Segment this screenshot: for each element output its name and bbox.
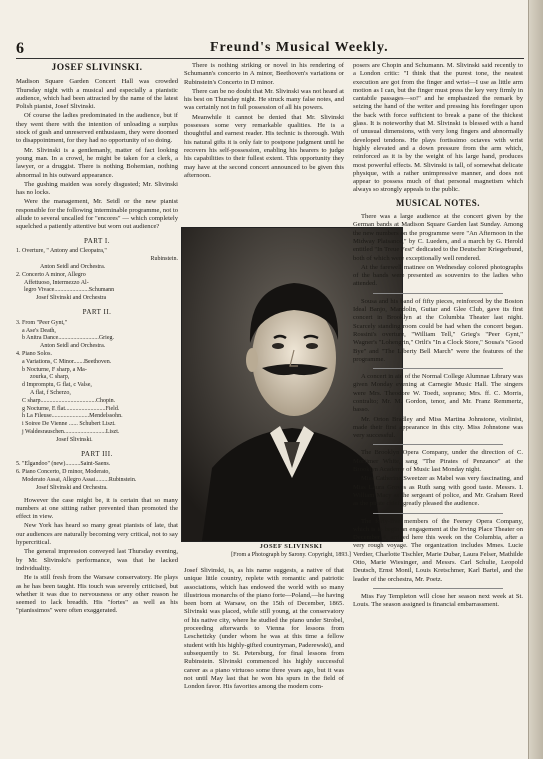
programme-line: Anton Seidl and Orchestra. bbox=[40, 343, 106, 350]
article-paragraph: posers are Chopin and Schumann. M. Slivinski said recently to a London critic: "I think that the purest tone, the neatest execution are got from the finger and wrist—I use as little arm motion as I can, but the finger must press the key very firmly in cantabile passages—so!" and he emphasized the remark by seizing the hand of the writer and pressing his forefinger upon the back with force sufficient to break a pane of the thickest glass. It is noteworthy that M. Slivinski is blessed with a hand of unusual dimensions, with very long fingers and abnormally developed tendons. He plays fortissimo octaves with wrist highly elevated and a down pressure from the arm which, reinforced as it is by the weight of his large hand, produces most powerful effects. M. Slivinski is tall, of somewhat delicate physique, with a rather unimpressive manner, and does not appear to possess much of that personal magnetism which always so strongly appeals to the public. bbox=[353, 62, 523, 194]
programme-line: Josef Slivinski and Orchestra. bbox=[36, 484, 108, 491]
left-column bbox=[16, 62, 178, 617]
article-paragraph: The gushing maiden was sorely disgusted; Mr. Slivinski has no locks. bbox=[16, 180, 178, 197]
article-paragraph: The general impression conveyed last Thursday evening, by Mr. Slivinski's performance, was that he lacked individuality. bbox=[16, 548, 178, 572]
news-note: Miss Catherine Sweetzer as Mabel was very fascinating, and Miss Laura Groves as Ruth sang with good taste. Messrs. I. William Macy as the sergeant of police, and Mr. Graham Reed as the pirate chief, greatly pleased the audience. bbox=[353, 475, 523, 508]
programme-part-title: PART III. bbox=[81, 449, 113, 458]
programme-line: b Nocturne, F sharp, a Ma- bbox=[22, 366, 87, 373]
article-paragraph: There is nothing striking or novel in his rendering of Schumann's concerto in A minor, Beethoven's variations or Rubinstein's Concerto in D minor. bbox=[184, 62, 344, 86]
middle-column bbox=[184, 62, 344, 181]
caption-credit: [From a Photograph by Sarony. Copyright, 1893.] bbox=[231, 552, 351, 558]
divider bbox=[373, 368, 503, 369]
programme-line: 1. Overture, " Antony and Cleopatra," bbox=[16, 248, 107, 255]
programme-line: legro Vivace.......................Schumann bbox=[24, 287, 115, 294]
news-note: Miss Fay Templeton will close her season next week at St. Louis. The season assigned is financial embarrassment. bbox=[353, 592, 523, 609]
programme-line: 3. From "Peer Gynt," bbox=[16, 319, 68, 326]
programme-line: 6. Piano Concerto, D minor, Moderato, bbox=[16, 469, 110, 476]
programme-line: Rubinstein. bbox=[150, 256, 178, 263]
article-paragraph: Mr. Slivinski is a gentlemanly, matter of fact looking young man. In a crowd, he might be taken for a clerk, a lawyer, or a druggist. There is nothing Bohemian, nothing abnormal in his outward appearance. bbox=[16, 146, 178, 179]
divider bbox=[373, 444, 503, 445]
news-note: A concert in aid of the Normal College Alumnae Library was given Monday evening at Carnegie Music Hall. The singers were Mrs. Theodore W. Toedt, soprano; Mrs. ff. C. Morris, contralto; Mr. M. Gordon, tenor, and Mr. Franz Remmertz, basso. bbox=[353, 373, 523, 414]
news-note: The Brooklyn Opera Company, under the direction of C. Mortimer White, sang "The Pirates of Penzance" at the Brooklyn Academy of Music last Monday night. bbox=[353, 449, 523, 474]
programme-line: Moderato Assai, Allegro Assai.........Rubinstein. bbox=[22, 476, 137, 483]
programme-line: Affettuoso, Intermezzo Al- bbox=[24, 279, 89, 286]
programme-line: Josef Slivinski and Orchestra bbox=[36, 295, 107, 302]
divider bbox=[373, 293, 503, 294]
programme-line: i Soiree De Vienne ...... Schubert Liszt. bbox=[22, 421, 116, 428]
caption-name: JOSEF SLIVINSKI bbox=[259, 543, 323, 550]
right-column bbox=[353, 62, 523, 611]
article-paragraph: New York has heard so many great pianists of late, that our audiences are naturally becoming very critical, not to say hypercritical. bbox=[16, 522, 178, 547]
article-paragraph: Were the management, Mr. Seidl or the new pianist responsible for the following interminable programme, not to allude to several uncalled for "encores" — which completely squelched a patiently attentive but worn out audience? bbox=[16, 198, 178, 231]
programme-line: Anton Seidl and Orchestra. bbox=[40, 264, 106, 271]
programme-line: zourka, C sharp, bbox=[30, 374, 70, 381]
programme-line: C sharp.....................................Chopin. bbox=[22, 397, 116, 404]
page-edge bbox=[528, 0, 543, 759]
divider bbox=[373, 513, 503, 514]
news-note: The forty-five members of the Feeney Opera Company, which is to begin an engagement at the Irving Place Theater on December 4, arrived here this week on the Columbia, after a very rough voyage. The organization includes Mmes. Lucie Verdier, Charlotte Tischler, Marie Dubar, Laura Felser, Mathilde Otto, Marie Wiesinger, and Messrs. Carl Schulte, Leopold Deutsch, Ernst Monil, Louis Kretschmer, Karl Bartel, and the leader of the orchestra, Mr. Poetz. bbox=[353, 517, 523, 583]
header-rule bbox=[16, 58, 524, 59]
news-note: Mr. Orton Bradley and Miss Martina Johnstone, violinist, made their first appearance in this city. Miss Johnstone was very successful. bbox=[353, 415, 523, 440]
article-paragraph: Madison Square Garden Concert Hall was crowded Thursday night with a musical and especially a pianistic audience, which had been attracted by the name of the latest Polish pianist, Josef Slivinski. bbox=[16, 78, 178, 111]
article-paragraph: He is still fresh from the Warsaw conservatory. He plays as he has been taught. His touch was severely criticised, but whether it was due to nervousness or any other reason he seemed to lack breadth. His "fortes" as well as his "pianissimos" were often exaggerated. bbox=[16, 574, 178, 615]
news-note: Sousa and his band of fifty pieces, reinforced by the Boston Ideal Banjo, Mandolin, Guitar and Glee Club, gave its first concert in Brooklyn at the Columbia Theater last night. Scarcely standing room could be had when the concert began. Rossini's overture, "William Tell," Grieg's "Peer Gynt," Wagner's "Lohengrin," Ortlt's "In a Clock Store," Sousa's "Good Bye" and "The Liberty Bell March" were the features of the programme. bbox=[353, 297, 523, 363]
article-paragraph: There can be no doubt that Mr. Slivinski was not heard at his best on Thursday night. He struck many false notes, and was certainly not in full possession of all his powers. bbox=[184, 87, 344, 112]
article-title: JOSEF SLIVINSKI. bbox=[51, 63, 143, 73]
programme-line: d Impromptu, G flat, c Valse, bbox=[22, 382, 92, 389]
programme-line: 2. Concerto A minor, Allegro bbox=[16, 271, 86, 278]
page-number: 6 bbox=[16, 40, 24, 57]
programme-line: j Waldesrauschen............................Liszt. bbox=[22, 428, 120, 435]
programme-line: a Ase's Death, bbox=[22, 327, 56, 334]
programme-line: a Variations, C Minor.......Beethoven. bbox=[22, 358, 112, 365]
programme-part-title: PART II. bbox=[82, 308, 112, 317]
programme-part-title: PART I. bbox=[83, 236, 111, 245]
programme-line: 5. "Elgandoo" (new)..........Saint-Saens. bbox=[16, 461, 111, 468]
programme-line: h La Fileuse.........................Mendelssohn. bbox=[22, 413, 123, 420]
programme-line: A flat, f Scherzo, bbox=[30, 389, 71, 396]
news-note: At the farewell matinee on Wednesday colored photographs of the bands were presented as souvenirs to the ladies who attended. bbox=[353, 263, 523, 288]
biography-paragraph: Josef Slivinski, is, as his name suggests, a native of that unique little country, replete with romantic and patriotic associations, which has endowed the world with so many illustrious monarchs of the piano forte—Poland,—he having been born at Warsaw, on the 15th of December, 1865. Slivinski was placed, while still young, at the conservatory of his native city, where he studied the piano under Strobel, proceeding afterwards to Vienna for lessons from Leschetizky (under whom he was at this time a fellow student with his highly-gifted countryman, Paderewski), and subsequently to St. Petersburg, for final lessons from Rubinstein. Slivinski commenced his highly successful career as a piano virtuoso some three years ago, but it was not until May last that he won his spurs in the field of London favor. His favorites among the modern com- bbox=[184, 567, 344, 691]
article-paragraph: However the case might be, it is certain that so many numbers at one sitting rather prevented than promoted the effect in view. bbox=[16, 496, 178, 521]
section-title-musical-notes: MUSICAL NOTES. bbox=[395, 197, 481, 208]
programme-line: g Nocturne, E flat...........................Field. bbox=[22, 405, 120, 412]
concert-programme bbox=[16, 238, 178, 493]
biography-column bbox=[184, 567, 344, 692]
programme-line: Josef Slivinski. bbox=[56, 436, 93, 443]
programme-line: 4. Piano Solos. bbox=[16, 351, 53, 357]
article-paragraph: Meanwhile it cannot be denied that Mr. Slivinski possesses some very remarkable qualities. He is a thoughtful and earnest reader. His technic is thorough. With his natural gifts it is only fair to postpone judgment until he recovers his self-possession, enabling his hearers to judge his capabilities to their fullest extent. This opportunity they may have at the second concert announced to be given this afternoon. bbox=[184, 113, 344, 179]
programme-line: b Anitra Dance...........................Grieg. bbox=[22, 335, 114, 342]
divider bbox=[373, 588, 503, 589]
news-note: There was a large audience at the concert given by the German bands at Madison Square Garden last Sunday. Among the new numbers on the programme were "An Afternoon in the Midway Plaisance," by C. Lueders, and a march by G. Herold entitled "In Treue Fest" dedicated to the Deutscher Kriegerbund, both of which were exceptionally well rendered. bbox=[353, 213, 523, 262]
article-paragraph: Of course the ladies predominated in the audience, but if they went there with the intention of unloading a surplus stock of gush and unreserved enthusiasm, they were doomed to disappointment, for they had no opportunity of so doing. bbox=[16, 112, 178, 145]
masthead: Freund's Musical Weekly. bbox=[210, 40, 389, 55]
